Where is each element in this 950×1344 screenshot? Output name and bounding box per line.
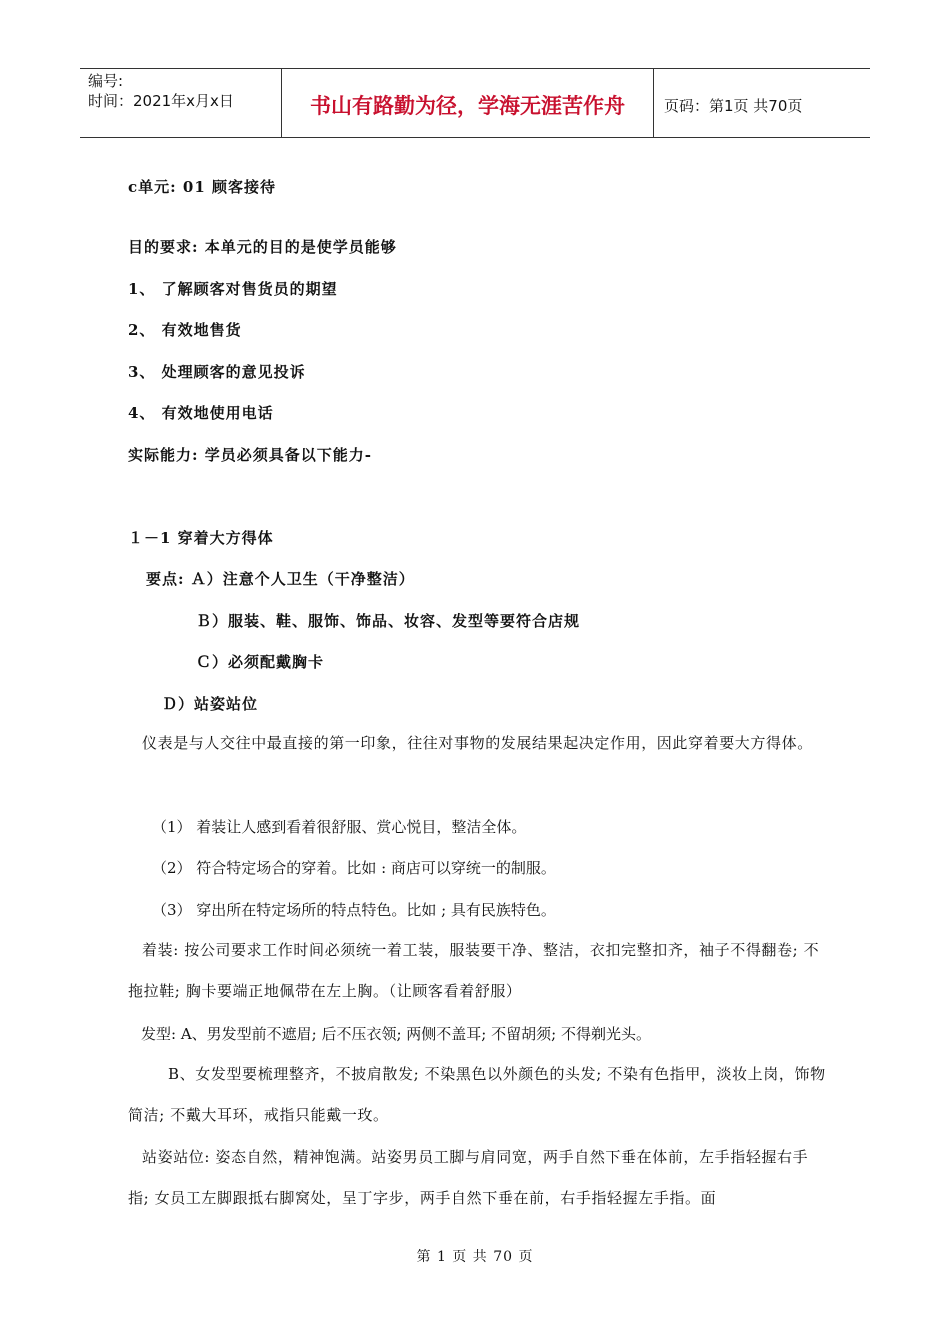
header-page-code: 页码：第1页 共70页 xyxy=(664,96,803,115)
purpose-heading: 目的要求: 本单元的目的是使学员能够 xyxy=(128,238,397,256)
point-b: Ｂ）服装、鞋、服饰、饰品、妆容、发型等要符合店规 xyxy=(196,612,581,630)
goal-item: 1、 了解顾客对售货员的期望 xyxy=(128,280,338,298)
list-item: （3） 穿出所在特定场所的特点特色。比如 ; 具有民族特色。 xyxy=(152,901,556,919)
goal-item: 3、 处理顾客的意见投诉 xyxy=(128,363,306,381)
stance-paragraph: 站姿站位: 姿态自然，精神饱满。站姿男员工脚与肩同宽，两手自然下垂在体前，左手指轻握右手指; 女员工左脚跟抵右脚窝处，呈丁字步，两手自然下垂在前，右手指轻握左手指。面 xyxy=(128,1148,809,1207)
page-header xyxy=(80,68,870,138)
ability-heading: 实际能力: 学员必须具备以下能力- xyxy=(128,446,372,464)
list-item: （1） 着装让人感到看着很舒服、赏心悦目，整洁全体。 xyxy=(152,818,527,836)
document-time: 时间：2021年x月x日 xyxy=(88,92,234,110)
document-number-label: 编号: xyxy=(88,72,124,90)
point-c: Ｃ）必须配戴胸卡 xyxy=(196,653,325,671)
hair-female-paragraph: B、女发型要梳理整齐，不披肩散发; 不染黑色以外颜色的头发; 不染有色指甲，淡妆上岗，饰物简洁; 不戴大耳环，戒指只能戴一玫。 xyxy=(128,1065,826,1124)
header-motto: 书山有路勤为径，学海无涯苦作舟 xyxy=(282,69,654,137)
intro-paragraph: 仪表是与人交往中最直接的第一印象，往往对事物的发展结果起决定作用，因此穿着要大方得体。 xyxy=(142,734,813,752)
point-a: 要点: Ａ）注意个人卫生（干净整洁） xyxy=(146,570,415,588)
page-footer: 第 1 页 共 70 页 xyxy=(416,1249,534,1265)
dress-paragraph: 着装: 按公司要求工作时间必须统一着工装，服装要干净、整洁，衣扣完整扣齐，袖子不得翻卷; 不拖拉鞋; 胸卡要端正地佩带在左上胸。（让顾客看着舒服） xyxy=(128,941,820,1000)
header-meta xyxy=(80,69,282,137)
unit-title: c单元: 01 顾客接待 xyxy=(128,178,276,196)
hair-male-paragraph: 发型: A、男发型前不遮眉; 后不压衣领; 两侧不盖耳; 不留胡须; 不得剃光头。 xyxy=(141,1025,651,1043)
point-d: Ｄ）站姿站位 xyxy=(162,695,259,713)
section-title: １－1 穿着大方得体 xyxy=(128,529,274,547)
goal-item: 2、 有效地售货 xyxy=(128,321,242,339)
goal-item: 4、 有效地使用电话 xyxy=(128,404,274,422)
list-item: （2） 符合特定场合的穿着。比如 : 商店可以穿统一的制服。 xyxy=(152,859,556,877)
